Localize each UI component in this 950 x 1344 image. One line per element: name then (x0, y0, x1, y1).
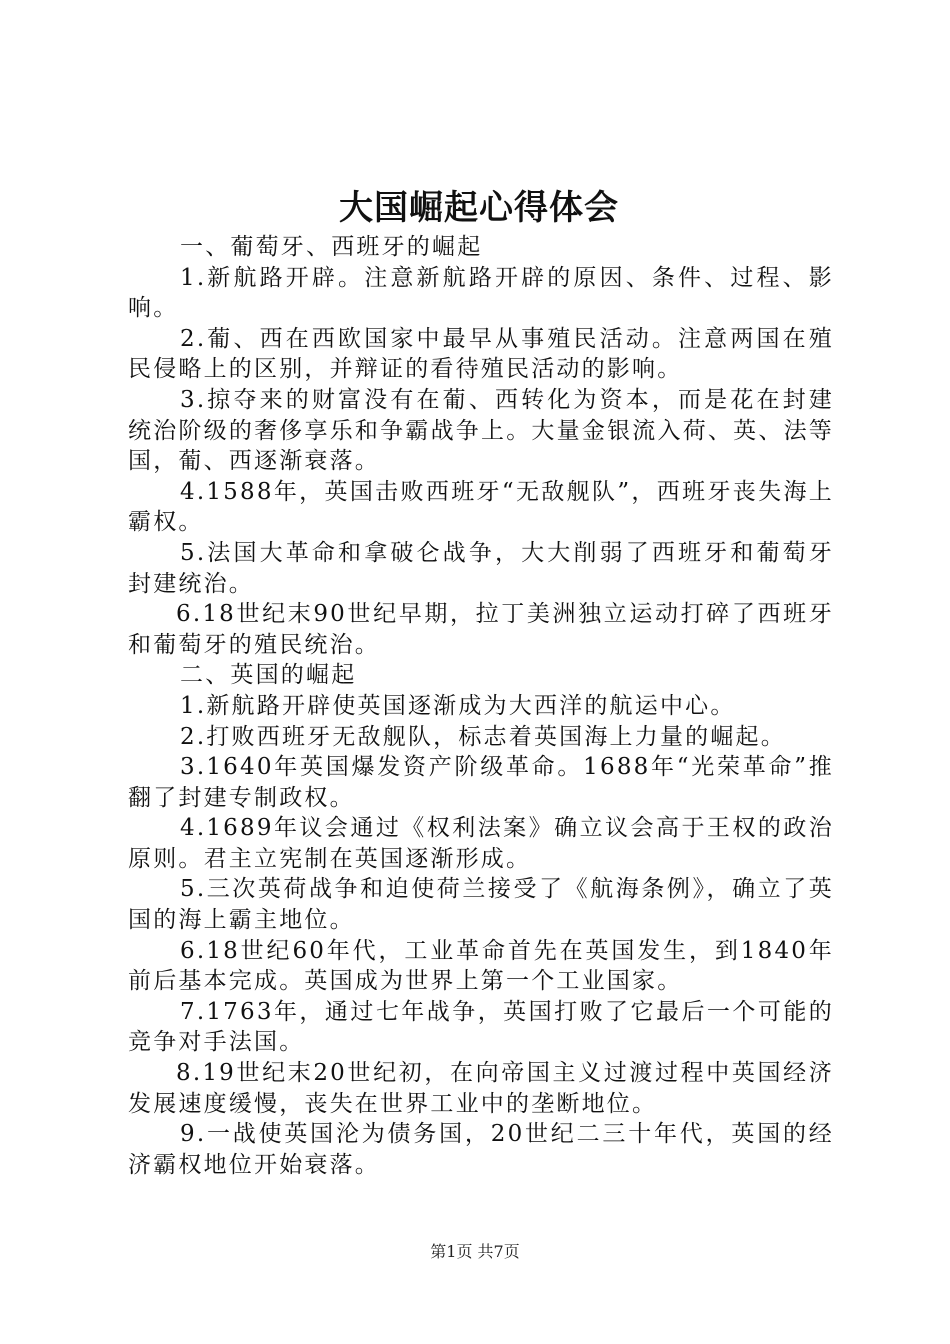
paragraph: 9.一战使英国沦为债务国，20世纪二三十年代，英国的经济霸权地位开始衰落。 (128, 1121, 834, 1178)
page-footer: 第1页 共7页 (430, 1242, 520, 1261)
paragraph: 4.1588年，英国击败西班牙“无敌舰队”，西班牙丧失海上霸权。 (128, 478, 834, 536)
paragraph: 4.1689年议会通过《权利法案》确立议会高于王权的政治原则。君主立宪制在英国逐渐形成。 (128, 815, 834, 872)
document-title: 大国崛起心得体会 (339, 188, 619, 228)
section-heading: 一、葡萄牙、西班牙的崛起 (180, 234, 483, 260)
paragraph: 3.1640年英国爆发资产阶级革命。1688年“光荣革命”推翻了封建专制政权。 (128, 754, 834, 811)
paragraph: 3.掠夺来的财富没有在葡、西转化为资本，而是花在封建统治阶级的奢侈享乐和争霸战争上。大量金银流入荷、英、法等国，葡、西逐渐衰落。 (128, 386, 834, 475)
paragraph: 6.18世纪60年代，工业革命首先在英国发生，到1840年前后基本完成。英国成为世界上第一个工业国家。 (128, 937, 834, 995)
paragraph: 2.葡、西在西欧国家中最早从事殖民活动。注意两国在殖民侵略上的区别，并辩证的看待殖民活动的影响。 (128, 325, 834, 383)
paragraph: 1.新航路开辟使英国逐渐成为大西洋的航运中心。 (180, 692, 736, 719)
section-heading: 二、英国的崛起 (180, 662, 357, 689)
paragraph: 7.1763年，通过七年战争，英国打败了它最后一个可能的竞争对手法国。 (128, 998, 834, 1056)
paragraph: 2.打败西班牙无敌舰队，标志着英国海上力量的崛起。 (180, 723, 786, 750)
paragraph: 5.三次英荷战争和迫使荷兰接受了《航海条例》，确立了英国的海上霸主地位。 (128, 876, 834, 934)
paragraph: 6.18世纪末90世纪早期，拉丁美洲独立运动打碎了西班牙和葡萄牙的殖民统治。 (128, 601, 834, 658)
document-body (128, 232, 834, 1180)
paragraph: 8.19世纪末20世纪初，在向帝国主义过渡过程中英国经济发展速度缓慢，丧失在世界工业中的垄断地位。 (128, 1060, 834, 1117)
paragraph: 1.新航路开辟。注意新航路开辟的原因、条件、过程、影响。 (128, 264, 834, 322)
paragraph: 5.法国大革命和拿破仑战争，大大削弱了西班牙和葡萄牙封建统治。 (128, 539, 834, 597)
